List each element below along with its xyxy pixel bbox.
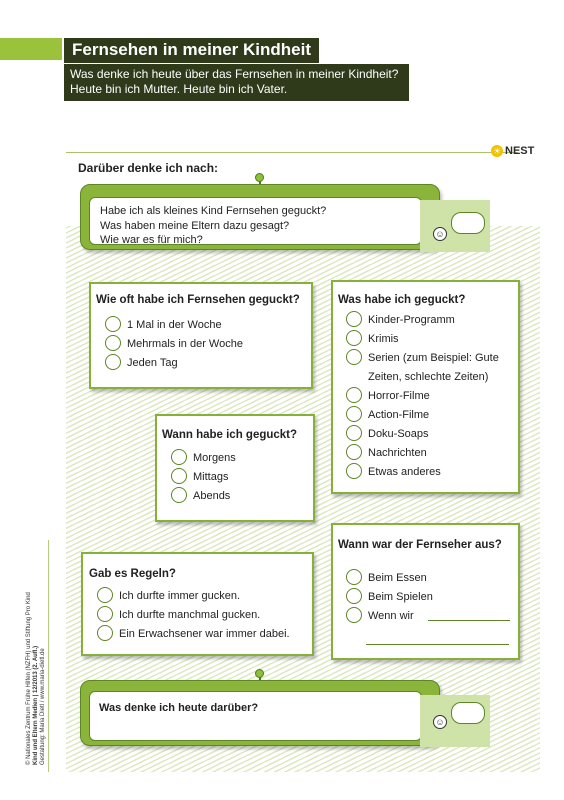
question-line: Wie war es für mich?: [100, 234, 203, 246]
option-item[interactable]: [97, 606, 290, 625]
question-line: Habe ich als kleines Kind Fernsehen geguckt?: [100, 205, 327, 217]
bottom-question-text: Was denke ich heute darüber?: [99, 702, 259, 714]
option-label: Mittags: [193, 471, 229, 483]
option-list: [97, 587, 290, 644]
card-title: Gab es Regeln?: [89, 568, 176, 580]
radio-button[interactable]: [97, 606, 113, 622]
option-label: Morgens: [193, 452, 236, 464]
smiley-icon: ☺: [433, 227, 447, 241]
option-label: Jeden Tag: [127, 357, 178, 369]
write-in-line[interactable]: [366, 644, 509, 645]
option-label: 1 Mal in der Woche: [127, 319, 222, 331]
option-item[interactable]: [346, 444, 499, 463]
option-item[interactable]: [346, 607, 510, 626]
credit-line: Gestaltung: Maria Dietl / www.maria-dietl.de: [40, 648, 46, 765]
card-title: Wann habe ich geguckt?: [162, 429, 298, 441]
option-item[interactable]: [346, 406, 499, 425]
option-label: Ich durfte manchmal gucken.: [119, 609, 261, 621]
option-label: Etwas anderes: [368, 466, 441, 478]
option-label: Kinder-Programm: [368, 314, 455, 326]
option-label: Serien (zum Beispiel: Gute: [368, 352, 499, 364]
option-label: Beim Essen: [368, 572, 427, 584]
option-label: Ich durfte immer gucken.: [119, 590, 241, 602]
section-heading: Darüber denke ich nach:: [78, 161, 219, 175]
option-item[interactable]: [171, 449, 236, 468]
pin-icon: [255, 173, 264, 182]
option-label: Zeiten, schlechte Zeiten): [368, 371, 489, 383]
option-label: Mehrmals in der Woche: [127, 338, 243, 350]
intro-line: Was denke ich heute über das Fernsehen in meiner Kindheit?: [70, 67, 399, 81]
radio-button[interactable]: [105, 354, 121, 370]
option-label: Krimis: [368, 333, 399, 345]
option-item[interactable]: [171, 468, 236, 487]
sun-icon: ☀: [492, 146, 502, 156]
bottom-question-box[interactable]: [89, 691, 422, 741]
option-label: Wenn wir: [368, 610, 414, 622]
top-question-frame: [80, 184, 440, 250]
option-item[interactable]: [346, 349, 499, 368]
radio-button[interactable]: [346, 311, 362, 327]
option-label: Nachrichten: [368, 447, 427, 459]
option-list: [346, 311, 499, 482]
radio-button[interactable]: [346, 463, 362, 479]
nest-logo: [491, 145, 534, 157]
speech-bubble-icon: [451, 702, 485, 724]
option-continuation: [346, 368, 499, 387]
card-title: Was habe ich geguckt?: [338, 294, 466, 306]
radio-button[interactable]: [346, 588, 362, 604]
radio-button[interactable]: [346, 569, 362, 585]
option-item[interactable]: [346, 330, 499, 349]
radio-button[interactable]: [171, 487, 187, 503]
radio-button[interactable]: [346, 425, 362, 441]
intro-line: Heute bin ich Mutter. Heute bin ich Vater.: [70, 82, 288, 96]
question-line: Was haben meine Eltern dazu gesagt?: [100, 219, 290, 232]
pin-icon: [255, 669, 264, 678]
option-item[interactable]: [105, 335, 243, 354]
radio-button[interactable]: [346, 349, 362, 365]
card-title: Wie oft habe ich Fernsehen geguckt?: [96, 294, 300, 306]
option-item[interactable]: [346, 311, 499, 330]
credit-line: Kind und Eltern Medien | 12/2013 (2. Aufl.): [33, 645, 39, 765]
radio-button[interactable]: [171, 468, 187, 484]
intro-text: [64, 64, 409, 101]
option-list: [105, 316, 243, 373]
radio-button[interactable]: [171, 449, 187, 465]
radio-button[interactable]: [346, 387, 362, 403]
option-item[interactable]: [97, 625, 290, 644]
option-label: Ein Erwachsener war immer dabei.: [119, 628, 290, 640]
option-item[interactable]: [346, 463, 499, 482]
option-item[interactable]: [346, 387, 499, 406]
side-credit: [26, 545, 47, 765]
option-item[interactable]: [346, 569, 510, 588]
option-item[interactable]: [346, 425, 499, 444]
option-label: Abends: [193, 490, 231, 502]
logo-text: NEST: [505, 145, 535, 157]
radio-button[interactable]: [105, 316, 121, 332]
radio-button[interactable]: [346, 607, 362, 623]
top-question-text: [100, 204, 326, 248]
margin-line: [48, 540, 49, 772]
option-label: Doku-Soaps: [368, 428, 429, 440]
separator-line: [66, 152, 518, 153]
header-accent-strip: [0, 38, 62, 60]
write-in-line[interactable]: [428, 607, 510, 621]
option-list: [346, 569, 510, 626]
smiley-icon: ☺: [433, 715, 447, 729]
page-title: Fernsehen in meiner Kindheit: [64, 38, 319, 63]
option-item[interactable]: [105, 316, 243, 335]
radio-button[interactable]: [105, 335, 121, 351]
radio-button[interactable]: [97, 625, 113, 641]
speech-bubble-icon: [451, 212, 485, 234]
radio-button[interactable]: [346, 406, 362, 422]
card-title: Wann war der Fernseher aus?: [338, 539, 502, 551]
radio-button[interactable]: [346, 444, 362, 460]
credit-line: © Nationales Zentrum Frühe Hilfen (NZFH) und Stiftung Pro Kind: [26, 592, 32, 765]
option-label: Horror-Filme: [368, 390, 430, 402]
option-list: [171, 449, 236, 506]
top-question-box: [89, 197, 422, 245]
option-item[interactable]: [105, 354, 243, 373]
radio-button[interactable]: [346, 330, 362, 346]
option-item[interactable]: [171, 487, 236, 506]
option-item[interactable]: [97, 587, 290, 606]
radio-button[interactable]: [97, 587, 113, 603]
bottom-question-frame: [80, 680, 440, 746]
option-item[interactable]: [346, 588, 510, 607]
option-label: Beim Spielen: [368, 591, 433, 603]
option-label: Action-Filme: [368, 409, 430, 421]
